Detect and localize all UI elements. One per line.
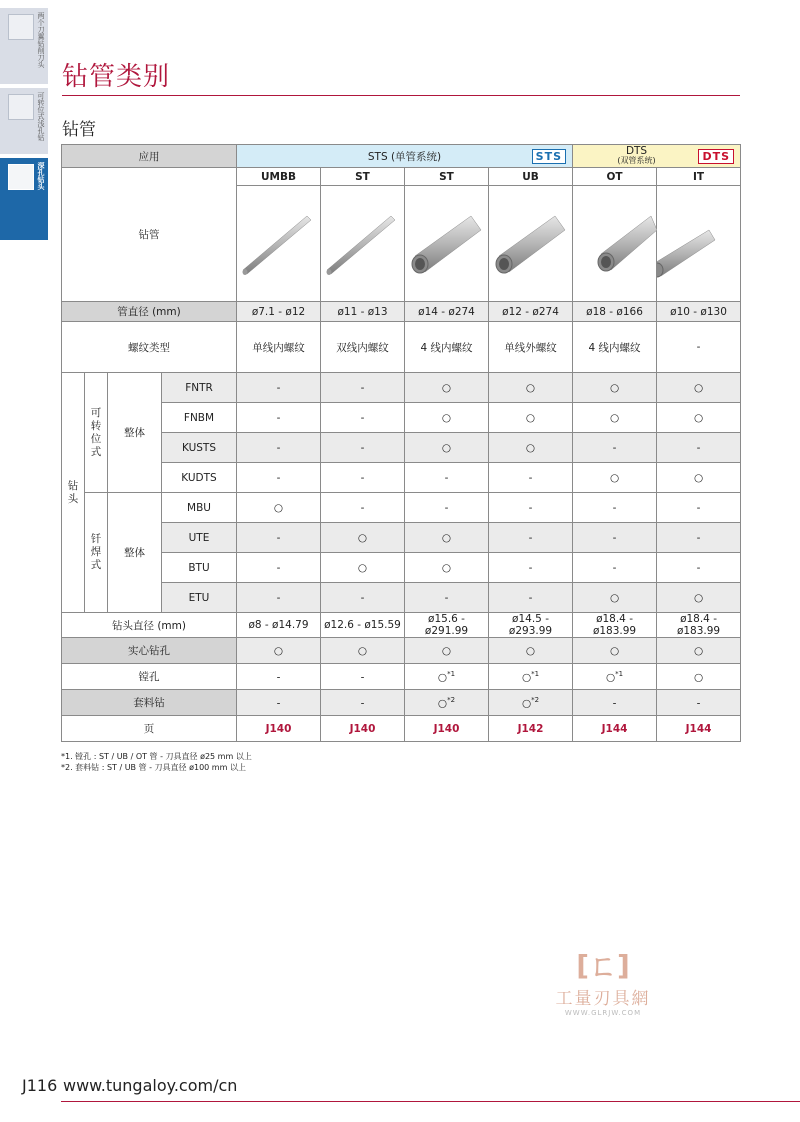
head-diameter-cell: ø18.4 - ø183.99 bbox=[657, 613, 741, 638]
tube-label: 钻管 bbox=[62, 168, 237, 302]
head-cell: - bbox=[237, 403, 321, 433]
footer-page-number: J116 bbox=[22, 1076, 58, 1095]
column-header: UB bbox=[489, 168, 573, 186]
head-cell: - bbox=[321, 463, 405, 493]
footer-url[interactable]: www.tungaloy.com/cn bbox=[63, 1076, 238, 1095]
head-cell: ○ bbox=[573, 403, 657, 433]
group-indexable bbox=[85, 373, 108, 493]
head-cell: - bbox=[657, 553, 741, 583]
trepan-cell-wrap bbox=[657, 690, 741, 716]
trepan-cell: - bbox=[360, 697, 365, 710]
dts-sublabel: (双管系统) bbox=[617, 156, 656, 165]
head-cell: - bbox=[657, 523, 741, 553]
solid-cell: ○ bbox=[657, 638, 741, 664]
watermark-logo-icon: [ㄈ] bbox=[576, 949, 630, 982]
trepan-cell-wrap bbox=[489, 690, 573, 716]
head-name: MBU bbox=[162, 493, 237, 523]
head-name: KUSTS bbox=[162, 433, 237, 463]
head-cell: - bbox=[573, 433, 657, 463]
boring-cell: ○ bbox=[605, 671, 616, 684]
head-cell: ○ bbox=[237, 493, 321, 523]
boring-cell: ○ bbox=[437, 671, 448, 684]
boring-footnote: *1 bbox=[615, 669, 624, 678]
thread-label: 螺纹类型 bbox=[62, 322, 237, 373]
footnote-2: *2. 套料钻 : ST / UB 管 - 刀具直径 ø100 mm 以上 bbox=[61, 763, 246, 772]
wide-tube-image bbox=[405, 186, 489, 298]
column-header: ST bbox=[405, 168, 489, 186]
head-cell: - bbox=[321, 403, 405, 433]
head-cell: ○ bbox=[573, 463, 657, 493]
side-tab-label: 两个刀翼钻削刀头 bbox=[37, 12, 45, 68]
application-header: 应用 bbox=[62, 145, 237, 168]
head-cell: ○ bbox=[489, 433, 573, 463]
diameter-cell: ø14 - ø274 bbox=[405, 302, 489, 322]
diameter-label: 管直径 (mm) bbox=[62, 302, 237, 322]
dts-label: DTS bbox=[625, 145, 648, 157]
boring-footnote: *1 bbox=[531, 669, 540, 678]
diameter-cell: ø7.1 - ø12 bbox=[237, 302, 321, 322]
head-diameter-cell: ø15.6 - ø291.99 bbox=[405, 613, 489, 638]
page-link[interactable]: J144 bbox=[657, 716, 741, 742]
head-name: UTE bbox=[162, 523, 237, 553]
head-cell: - bbox=[237, 433, 321, 463]
thread-cell: 双线内螺纹 bbox=[321, 322, 405, 373]
head-cell: - bbox=[489, 553, 573, 583]
thin-tube-image bbox=[321, 186, 405, 298]
side-tab-label: 深孔钻头 bbox=[37, 162, 45, 190]
side-tab-1[interactable] bbox=[0, 88, 48, 154]
boring-cell-wrap bbox=[573, 664, 657, 690]
solid-cell: ○ bbox=[573, 638, 657, 664]
head-cell: - bbox=[573, 493, 657, 523]
head-name: BTU bbox=[162, 553, 237, 583]
head-cell: - bbox=[489, 463, 573, 493]
boring-cell: ○ bbox=[693, 671, 704, 684]
head-cell: - bbox=[405, 463, 489, 493]
thread-cell: 4 线内螺纹 bbox=[573, 322, 657, 373]
head-diameter-label: 钻头直径 (mm) bbox=[62, 613, 237, 638]
boring-cell: ○ bbox=[521, 671, 532, 684]
thin-tube-image bbox=[237, 186, 321, 298]
head-name: ETU bbox=[162, 583, 237, 613]
head-cell: - bbox=[237, 523, 321, 553]
trepan-cell-wrap bbox=[573, 690, 657, 716]
side-tab-label: 可转位式浅孔钻 bbox=[37, 92, 45, 141]
group-brazed-text: 钎焊式 bbox=[90, 533, 102, 571]
head-cell: ○ bbox=[489, 403, 573, 433]
watermark bbox=[538, 944, 668, 1017]
section-subtitle: 钻管 bbox=[62, 120, 96, 140]
trepan-cell-wrap bbox=[321, 690, 405, 716]
trepan-cell: - bbox=[276, 697, 281, 710]
head-name: FNBM bbox=[162, 403, 237, 433]
trepanning-label: 套料钻 bbox=[62, 690, 237, 716]
head-cell: ○ bbox=[405, 403, 489, 433]
head-cell: - bbox=[237, 553, 321, 583]
column-header: UMBB bbox=[237, 168, 321, 186]
page-title: 钻管类别 bbox=[62, 62, 171, 92]
head-cell: - bbox=[237, 583, 321, 613]
title-divider bbox=[62, 95, 740, 96]
trepan-cell: - bbox=[612, 697, 617, 710]
diameter-cell: ø12 - ø274 bbox=[489, 302, 573, 322]
side-tab-2[interactable] bbox=[0, 158, 48, 240]
solid-cell: ○ bbox=[489, 638, 573, 664]
head-cell: ○ bbox=[657, 463, 741, 493]
head-label-text: 钻头 bbox=[67, 479, 79, 505]
trepan-footnote: *2 bbox=[531, 695, 540, 704]
head-cell: - bbox=[237, 373, 321, 403]
group-indexable-text: 可转位式 bbox=[90, 406, 102, 458]
watermark-text: 工量刃具網 bbox=[555, 989, 651, 1009]
head-cell: - bbox=[321, 583, 405, 613]
integral-label: 整体 bbox=[108, 373, 162, 493]
trepan-footnote: *2 bbox=[447, 695, 456, 704]
head-cell: ○ bbox=[657, 373, 741, 403]
head-cell: ○ bbox=[573, 583, 657, 613]
boring-label: 镗孔 bbox=[62, 664, 237, 690]
tab-thumbnail bbox=[8, 14, 34, 40]
boring-footnote: *1 bbox=[447, 669, 456, 678]
page-link[interactable]: J142 bbox=[489, 716, 573, 742]
solid-cell: ○ bbox=[237, 638, 321, 664]
head-cell: - bbox=[573, 523, 657, 553]
tube-image-it bbox=[657, 186, 741, 302]
drill-tube-table bbox=[61, 144, 741, 742]
side-tab-0[interactable] bbox=[0, 8, 48, 84]
head-cell: - bbox=[489, 493, 573, 523]
tube-image-ub bbox=[489, 186, 573, 302]
sts-logo: STS bbox=[532, 149, 566, 164]
head-cell: - bbox=[321, 373, 405, 403]
boring-cell: - bbox=[276, 671, 281, 684]
thread-cell: 单线外螺纹 bbox=[489, 322, 573, 373]
watermark-url: WWW.GLRJW.COM bbox=[564, 1009, 642, 1017]
boring-cell-wrap bbox=[405, 664, 489, 690]
thread-cell: 单线内螺纹 bbox=[237, 322, 321, 373]
tab-thumbnail bbox=[8, 164, 34, 190]
solid-cell: ○ bbox=[405, 638, 489, 664]
column-header: OT bbox=[573, 168, 657, 186]
footnotes bbox=[61, 751, 252, 773]
wide-tube-image bbox=[489, 186, 573, 298]
diameter-cell: ø10 - ø130 bbox=[657, 302, 741, 322]
head-cell: - bbox=[489, 523, 573, 553]
tube-image-st-small bbox=[321, 186, 405, 302]
trepan-cell: - bbox=[696, 697, 701, 710]
page-label: 页 bbox=[62, 716, 237, 742]
head-cell: ○ bbox=[489, 373, 573, 403]
head-cell: - bbox=[237, 463, 321, 493]
column-header: IT bbox=[657, 168, 741, 186]
head-cell: - bbox=[573, 553, 657, 583]
boring-cell: - bbox=[360, 671, 365, 684]
boring-cell-wrap bbox=[489, 664, 573, 690]
tube-image-ot bbox=[573, 186, 657, 302]
head-cell: - bbox=[405, 493, 489, 523]
head-cell: - bbox=[405, 583, 489, 613]
sts-header bbox=[237, 145, 573, 168]
head-cell: - bbox=[489, 583, 573, 613]
integral-label: 整体 bbox=[108, 493, 162, 613]
dts-logo: DTS bbox=[698, 149, 734, 164]
head-cell: ○ bbox=[405, 553, 489, 583]
head-cell: ○ bbox=[321, 523, 405, 553]
wide-tube-image bbox=[573, 186, 657, 298]
solid-cell: ○ bbox=[321, 638, 405, 664]
head-diameter-cell: ø18.4 - ø183.99 bbox=[573, 613, 657, 638]
head-cell: ○ bbox=[573, 373, 657, 403]
group-brazed bbox=[85, 493, 108, 613]
solid-drilling-label: 实心钻孔 bbox=[62, 638, 237, 664]
head-cell: ○ bbox=[405, 373, 489, 403]
column-header: ST bbox=[321, 168, 405, 186]
head-cell: ○ bbox=[657, 583, 741, 613]
boring-cell-wrap bbox=[321, 664, 405, 690]
page-link[interactable]: J140 bbox=[237, 716, 321, 742]
wide-tube-image bbox=[657, 186, 741, 298]
tube-image-st-large bbox=[405, 186, 489, 302]
trepan-cell: ○ bbox=[521, 697, 532, 710]
thread-cell: - bbox=[657, 322, 741, 373]
trepan-cell-wrap bbox=[237, 690, 321, 716]
head-diameter-cell: ø8 - ø14.79 bbox=[237, 613, 321, 638]
head-cell: - bbox=[657, 433, 741, 463]
diameter-cell: ø11 - ø13 bbox=[321, 302, 405, 322]
head-cell: - bbox=[321, 433, 405, 463]
boring-cell-wrap bbox=[237, 664, 321, 690]
head-cell: - bbox=[321, 493, 405, 523]
head-cell: ○ bbox=[405, 433, 489, 463]
head-diameter-cell: ø14.5 - ø293.99 bbox=[489, 613, 573, 638]
diameter-cell: ø18 - ø166 bbox=[573, 302, 657, 322]
trepan-cell-wrap bbox=[405, 690, 489, 716]
head-label bbox=[62, 373, 85, 613]
head-cell: ○ bbox=[405, 523, 489, 553]
thread-cell: 4 线内螺纹 bbox=[405, 322, 489, 373]
head-cell: - bbox=[657, 493, 741, 523]
head-diameter-cell: ø12.6 - ø15.59 bbox=[321, 613, 405, 638]
tube-image-umbb bbox=[237, 186, 321, 302]
footnote-1: *1. 镗孔 : ST / UB / OT 管 - 刀具直径 ø25 mm 以上 bbox=[61, 752, 252, 761]
page-link[interactable]: J140 bbox=[321, 716, 405, 742]
head-cell: ○ bbox=[657, 403, 741, 433]
page-link[interactable]: J140 bbox=[405, 716, 489, 742]
head-name: FNTR bbox=[162, 373, 237, 403]
page-link[interactable]: J144 bbox=[573, 716, 657, 742]
tab-thumbnail bbox=[8, 94, 34, 120]
trepan-cell: ○ bbox=[437, 697, 448, 710]
sts-label: STS (单管系统) bbox=[367, 150, 442, 163]
dts-header bbox=[573, 145, 741, 168]
head-cell: ○ bbox=[321, 553, 405, 583]
boring-cell-wrap bbox=[657, 664, 741, 690]
head-name: KUDTS bbox=[162, 463, 237, 493]
footer-divider bbox=[61, 1101, 800, 1102]
